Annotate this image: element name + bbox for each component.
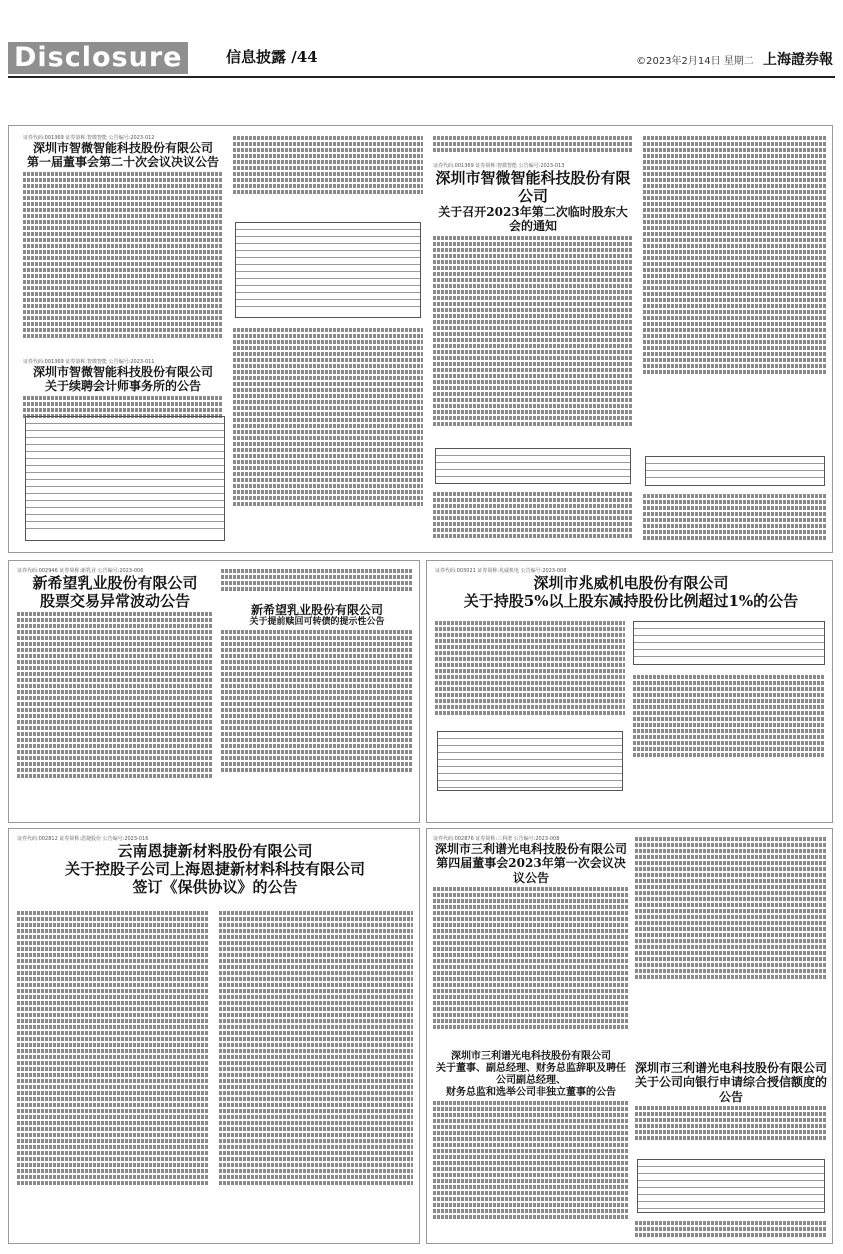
article-title-line: 财务总监和选举公司非独立董事的公告 [446, 1087, 616, 1098]
newspaper-name: 上海證券報 [763, 52, 833, 68]
masthead-rule [8, 76, 835, 78]
table [633, 621, 825, 665]
table [645, 456, 825, 486]
article-title-line: 关于召开2023年第二次临时股东大会的通知 [438, 205, 628, 234]
article-title-line: 第四届董事会2023年第一次会议决议公告 [436, 856, 626, 885]
article-title-line: 签订《保供协议》的公告 [132, 878, 298, 896]
article-body [23, 172, 223, 338]
article-title-line: 深圳市三利谱光电科技股份有限公司 [635, 1061, 828, 1075]
panel-sanli [426, 828, 833, 1244]
article-title-line: 关于控股子公司上海恩捷新材料科技有限公司 [64, 860, 365, 878]
article-title-line: 关于提前赎回可转债的提示性公告 [249, 617, 385, 628]
article-title-line: 关于公司向银行申请综合授信额度的公告 [635, 1075, 828, 1104]
table [637, 1159, 825, 1213]
article-code: 证券代码:001369 证券简称:智微智能 公告编号:2023-012 [23, 135, 155, 141]
article-title-line: 深圳市智微智能科技股份有限公司 [435, 169, 631, 205]
zhaowei-body-right [633, 673, 825, 759]
article-code: 证券代码:002946 证券简称:新乳业 公告编号:2023-006 [17, 568, 144, 574]
article-title-line: 新希望乳业股份有限公司 [32, 574, 198, 592]
zhimei-mid-body-2 [233, 326, 423, 508]
article-code: 证券代码:001369 证券简称:智微智能 公告编号:2023-013 [433, 163, 565, 169]
sanli-credit-body-2 [635, 1219, 827, 1239]
panel-zhimei [8, 125, 833, 553]
enjie-body-left [17, 909, 209, 1187]
article-title-line: 关于续聘会计师事务所的公告 [44, 379, 201, 394]
zhimei-right-body [643, 134, 827, 376]
article-title-line: 云南恩捷新材料股份有限公司 [117, 842, 313, 860]
panel-enjie [8, 828, 420, 1244]
enjie-article [17, 835, 413, 896]
article-code: 证券代码:002812 证券简称:恩捷股份 公告编号:2023-016 [17, 836, 149, 842]
sanli-credit-article [635, 1061, 827, 1142]
table [437, 731, 623, 791]
table [235, 222, 421, 318]
zhimei-egm-article [433, 134, 633, 154]
masthead [0, 0, 843, 78]
section-title: 信息披露 /44 [226, 48, 318, 66]
table [25, 416, 225, 541]
masthead-right [636, 49, 833, 69]
sanli-board-article [433, 835, 629, 1031]
article-title-line: 深圳市智微智能科技股份有限公司 [32, 141, 213, 155]
article-title-line: 关于持股5%以上股东减持股份比例超过1%的公告 [463, 592, 799, 610]
zhimei-egm-body-2 [433, 490, 633, 540]
zhimei-board-article [23, 134, 223, 340]
zhimei-right-body-2 [643, 492, 827, 542]
issue-date: ©2023年2月14日 星期二 [636, 56, 754, 67]
panel-zhaowei [426, 560, 833, 823]
zhaowei-article [435, 567, 827, 610]
table [435, 448, 631, 484]
enjie-body-right [219, 909, 413, 1187]
zhimei-mid-body [233, 134, 423, 196]
zhimei-egm-title [433, 162, 633, 428]
xinxiwang-article [17, 567, 213, 780]
article-title-line: 股票交易异常波动公告 [39, 592, 190, 610]
panel-xinxiwang [8, 560, 420, 823]
sanli-board-right [635, 835, 827, 981]
article-title-line: 关于董事、副总经理、财务总监辞职及聘任公司副总经理、 [436, 1063, 626, 1086]
xinxiwang-bond-article [221, 567, 413, 774]
sanli-exec-article [433, 1051, 629, 1221]
article-code: 证券代码:003021 证券简称:兆威机电 公告编号:2023-008 [435, 568, 567, 574]
article-code: 证券代码:001369 证券简称:智微智能 公告编号:2023-011 [23, 359, 155, 365]
article-code: 证券代码:002876 证券简称:三利谱 公告编号:2023-008 [433, 836, 560, 842]
article-title-line: 深圳市三利谱光电科技股份有限公司 [434, 842, 627, 856]
article-title-line: 深圳市三利谱光电科技股份有限公司 [451, 1051, 611, 1062]
zhimei-audit-article [23, 358, 223, 420]
brand-logo: Disclosure [8, 42, 188, 74]
article-title-line: 第一届董事会第二十次会议决议公告 [26, 155, 219, 170]
article-title-line: 深圳市兆威机电股份有限公司 [533, 574, 729, 592]
article-title-line: 深圳市智微智能科技股份有限公司 [32, 365, 213, 379]
zhaowei-body-left [435, 619, 625, 717]
article-title-line: 新希望乳业股份有限公司 [250, 603, 383, 617]
